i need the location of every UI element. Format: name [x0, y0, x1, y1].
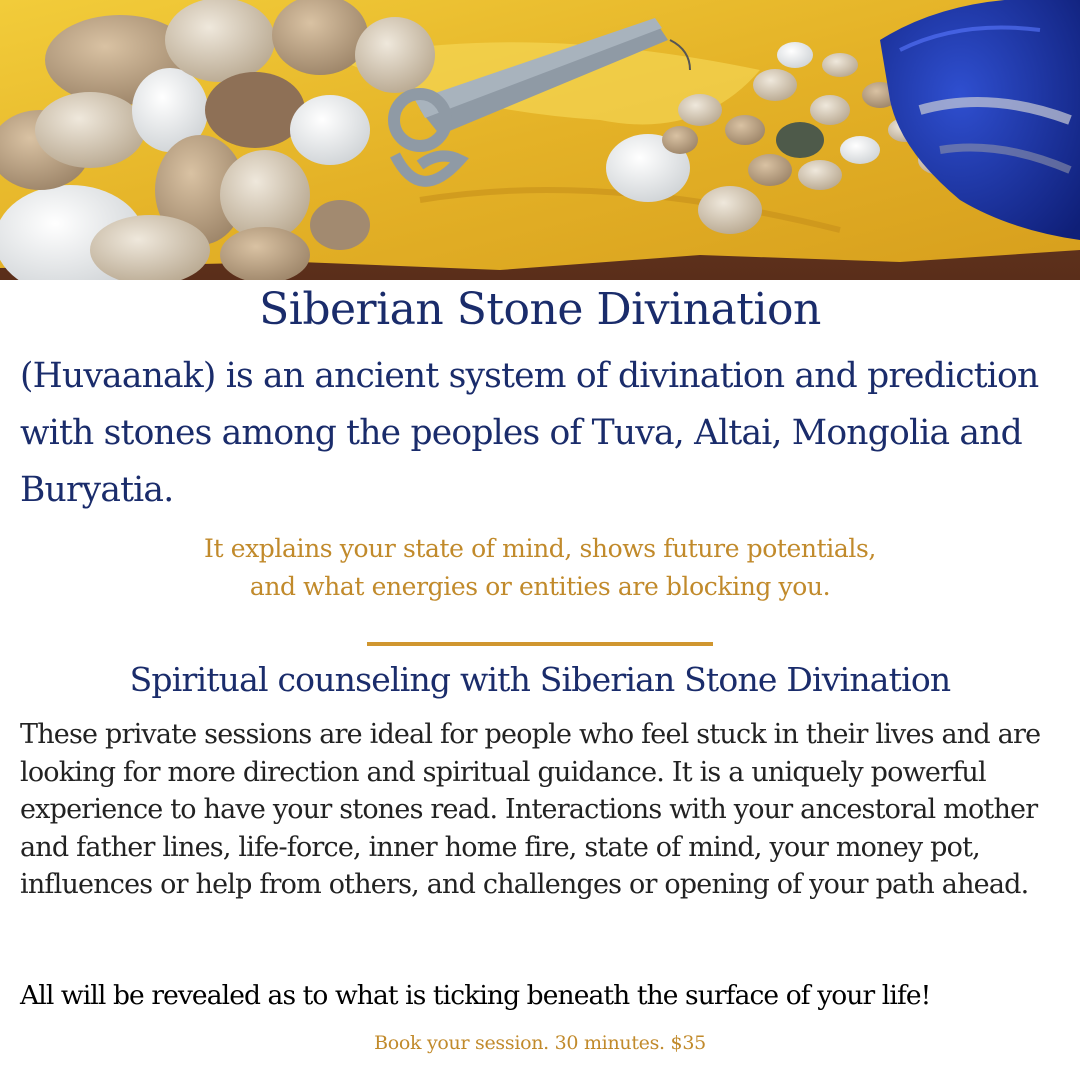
divination-stones-photo: [0, 0, 1080, 280]
description-paragraph: These private sessions are ideal for people who feel stuck in their lives and are looking for more direction and spiritual guidance. It is a uniquely powerful experience to have your stones read. Interactions with your ancestoral mother and father lines, life-force, inner home fire, state of mind, your money pot, influences or help from others, and challenges or opening of your path ahead.: [20, 719, 1041, 900]
tagline-line-1: It explains your state of mind, shows future potentials,: [204, 534, 876, 563]
booking-info: Book your session. 30 minutes. $35: [374, 1032, 706, 1054]
tagline-line-2: and what energies or entities are blocking you.: [249, 572, 831, 601]
gold-divider: [367, 642, 713, 646]
intro-paragraph: (Huvaanak) is an ancient system of divination and prediction with stones among the peoples of Tuva, Altai, Mongolia and Buryatia.: [20, 356, 1039, 510]
section-subtitle: Spiritual counseling with Siberian Stone Divination: [129, 660, 951, 699]
closing-statement: All will be revealed as to what is ticking beneath the surface of your life!: [20, 980, 931, 1011]
page-title: Siberian Stone Divination: [259, 284, 821, 335]
hero-photo: [0, 0, 1080, 280]
tagline: [60, 530, 1020, 606]
